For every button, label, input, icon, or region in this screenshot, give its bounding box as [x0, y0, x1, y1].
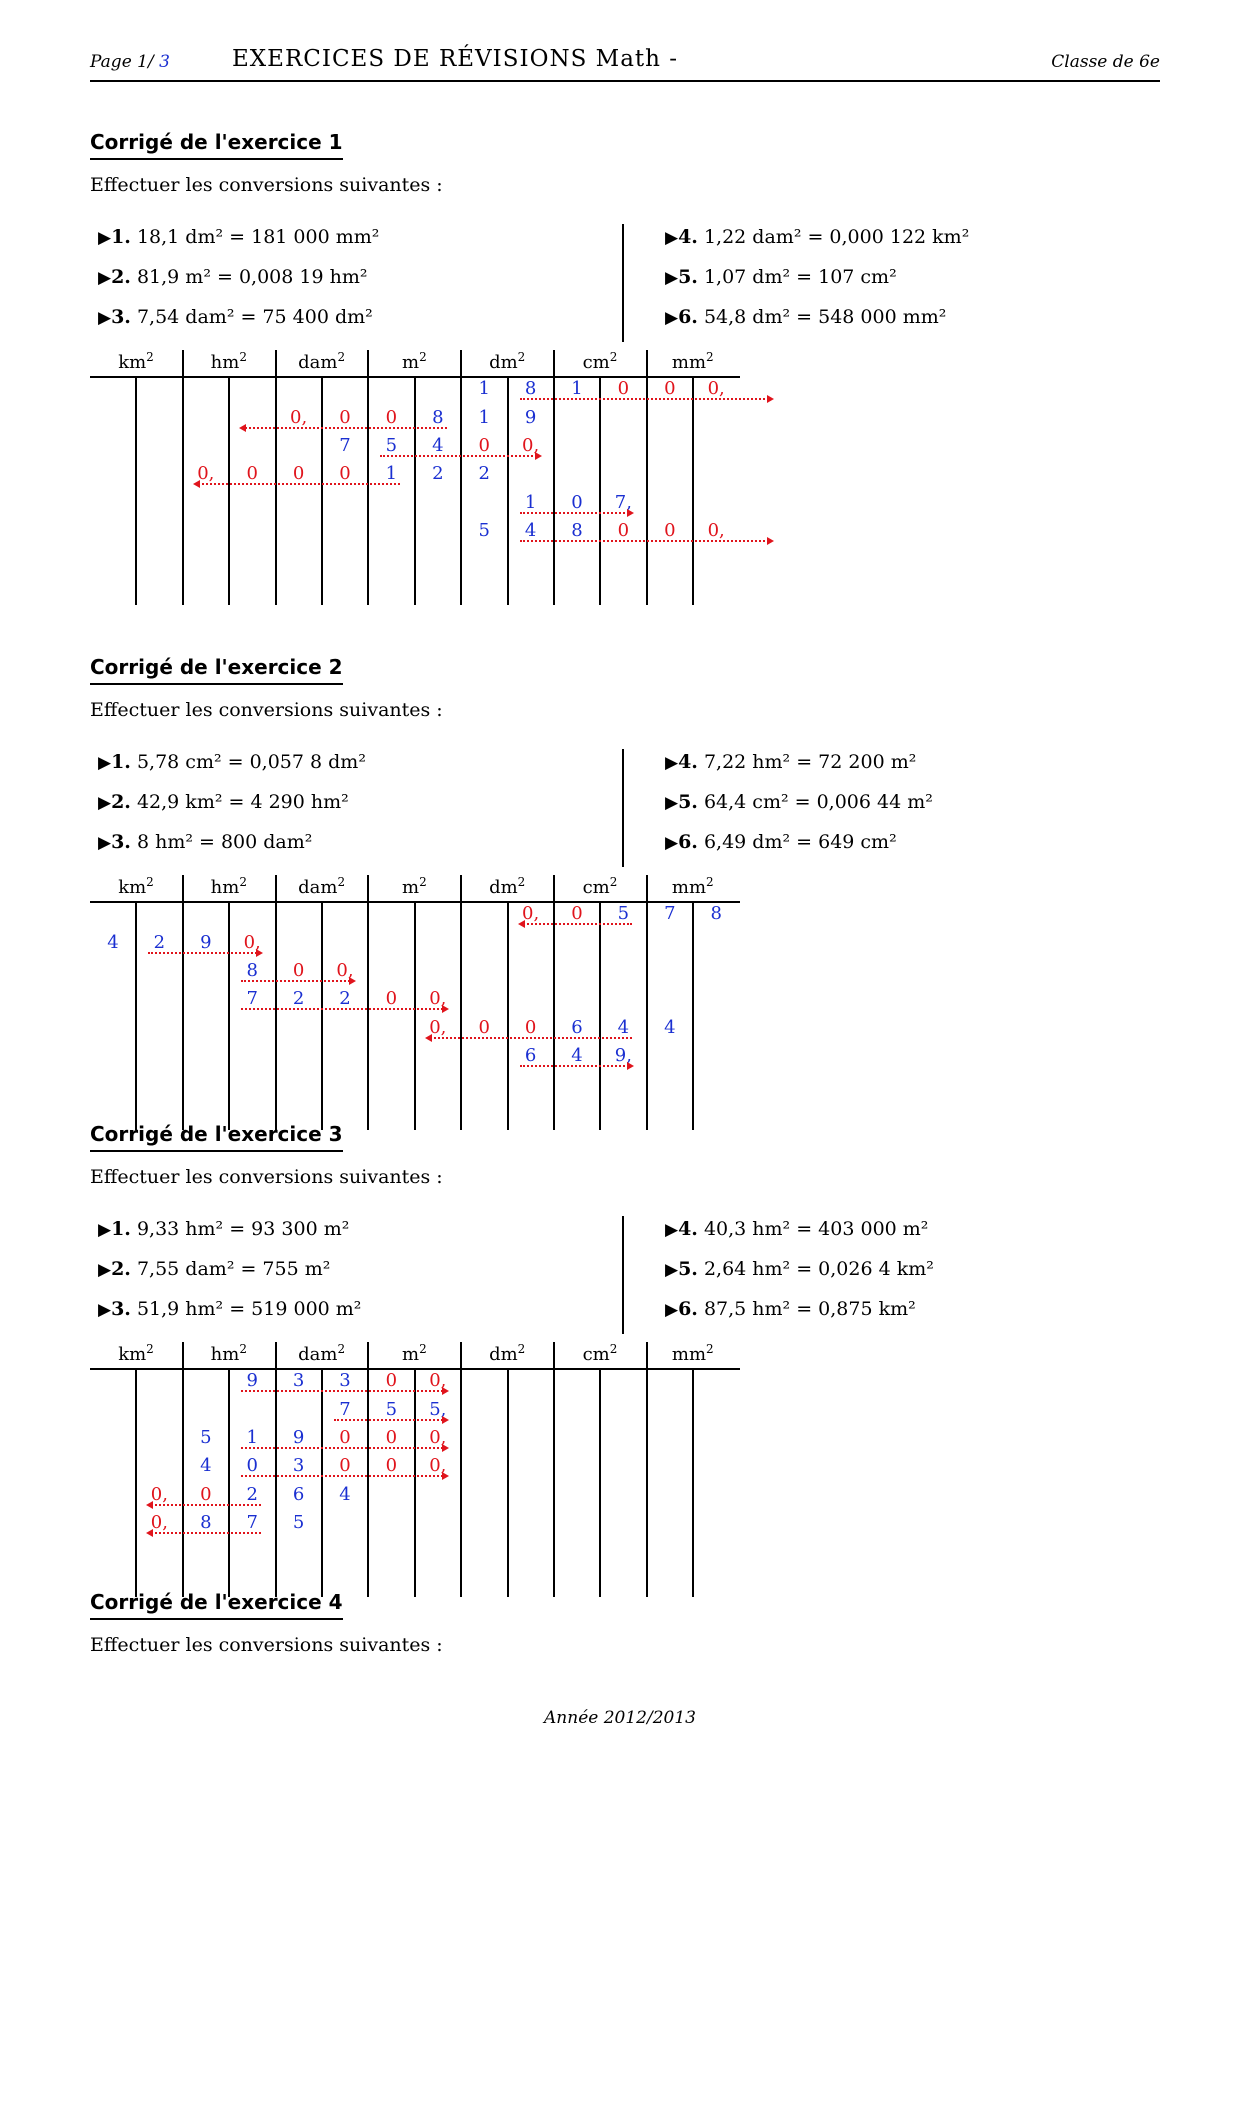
- exercise-number: 6.: [678, 831, 698, 853]
- table-digit: 0,: [707, 378, 725, 399]
- unit-header: $km^2$: [118, 875, 154, 898]
- table-digit: 4: [617, 1017, 630, 1038]
- table-digit: 8: [432, 407, 444, 428]
- exercise-number: 3.: [111, 831, 131, 853]
- exercise-section: [90, 1590, 1160, 2110]
- table-digit: 0,: [429, 988, 447, 1009]
- exercise-number: 1.: [111, 751, 131, 773]
- exercise-item: [98, 831, 312, 853]
- table-digit: 3: [292, 1370, 305, 1391]
- bullet-arrow-icon: ▶: [98, 268, 112, 288]
- bullet-arrow-icon: ▶: [665, 753, 679, 773]
- table-digit: 2: [246, 1484, 258, 1505]
- exercise-section: [90, 655, 1160, 1175]
- shift-arrow: [520, 540, 772, 542]
- exercise-section: [90, 1122, 1160, 1642]
- conversion-table: [90, 1342, 740, 1597]
- table-digit: 9,: [614, 1045, 632, 1066]
- exercise-item: [98, 226, 379, 248]
- shift-arrow: [520, 1065, 633, 1067]
- exercise-item: [665, 226, 969, 248]
- shift-arrow: [148, 1532, 261, 1534]
- exercise-answer: 42,9 km² = 4 290 hm²: [130, 791, 349, 813]
- unit-header: $mm^2$: [671, 875, 714, 898]
- exercise-number: 5.: [678, 1258, 698, 1280]
- bullet-arrow-icon: ▶: [665, 228, 679, 248]
- unit-header: $m^2$: [402, 350, 427, 373]
- unit-header: $km^2$: [118, 1342, 154, 1365]
- table-digit: 0,: [429, 1427, 447, 1448]
- unit-header: $mm^2$: [671, 1342, 714, 1365]
- table-digit: 7: [246, 988, 258, 1009]
- unit-header: dam$^2$: [298, 350, 346, 373]
- exercise-answer: 6,49 dm² = 649 cm²: [697, 831, 897, 853]
- exercise-number: 6.: [678, 1298, 698, 1320]
- table-digit: 2: [153, 932, 166, 953]
- exercise-answer: 2,64 hm² = 0,026 4 km²: [697, 1258, 934, 1280]
- bullet-arrow-icon: ▶: [98, 1220, 112, 1240]
- shift-arrow: [241, 1447, 447, 1449]
- exercise-answer: 7,54 dam² = 75 400 dm²: [130, 306, 373, 328]
- shift-arrow: [427, 1037, 633, 1039]
- exercise-answer: 54,8 dm² = 548 000 mm²: [697, 306, 947, 328]
- table-digit: 9: [292, 1427, 305, 1448]
- exercise-number: 5.: [678, 791, 698, 813]
- column-separator: [507, 1370, 509, 1597]
- bullet-arrow-icon: ▶: [98, 228, 112, 248]
- table-digit: 8: [200, 1512, 212, 1533]
- table-digit: 0: [478, 435, 490, 456]
- section-instruction: Effectuer les conversions suivantes :: [90, 174, 443, 196]
- table-digit: 0: [292, 463, 305, 484]
- table-digit: 0: [571, 492, 583, 513]
- section-title: Corrigé de l'exercice 1: [90, 130, 343, 160]
- table-digit: 0,: [707, 520, 725, 541]
- shift-arrow: [334, 1419, 447, 1421]
- exercise-answer: 9,33 hm² = 93 300 m²: [130, 1218, 350, 1240]
- table-digit: 0: [339, 1427, 351, 1448]
- class-label: Classe de 6e: [1051, 52, 1160, 72]
- table-digit: 0: [246, 1455, 258, 1476]
- exercise-number: 4.: [678, 1218, 698, 1240]
- column-separator: [692, 378, 694, 605]
- unit-header: dam$^2$: [298, 875, 346, 898]
- bullet-arrow-icon: ▶: [98, 793, 112, 813]
- table-digit: 4: [571, 1045, 583, 1066]
- exercise-answer: 1,22 dam² = 0,000 122 km²: [697, 226, 970, 248]
- table-digit: 1: [246, 1427, 258, 1448]
- exercise-answer: 1,07 dm² = 107 cm²: [697, 266, 897, 288]
- exercise-number: 2.: [111, 791, 131, 813]
- shift-arrow: [520, 923, 633, 925]
- column-separator: [646, 1342, 648, 1597]
- table-digit: 0,: [429, 1455, 447, 1476]
- table-digit: 8: [524, 378, 537, 399]
- unit-header: $cm^2$: [582, 350, 618, 373]
- shift-arrow: [148, 952, 261, 954]
- exercise-item: [665, 791, 933, 813]
- table-digit: 7: [246, 1512, 258, 1533]
- bullet-arrow-icon: ▶: [665, 1300, 679, 1320]
- exercise-number: 2.: [111, 266, 131, 288]
- exercise-section: [90, 130, 1160, 650]
- exercise-answer: 87,5 hm² = 0,875 km²: [697, 1298, 916, 1320]
- bullet-arrow-icon: ▶: [98, 753, 112, 773]
- bullet-arrow-icon: ▶: [665, 1220, 679, 1240]
- page-title: EXERCICES DE RÉVISIONS Math -: [232, 46, 679, 72]
- exercise-item: [665, 751, 916, 773]
- shift-arrow: [241, 980, 354, 982]
- column-separator: [599, 1370, 601, 1597]
- table-digit: 1: [478, 378, 490, 399]
- table-digit: 5: [385, 1399, 398, 1420]
- table-digit: 0: [292, 960, 305, 981]
- section-instruction: Effectuer les conversions suivantes :: [90, 1166, 443, 1188]
- table-digit: 9: [200, 932, 212, 953]
- table-digit: 8: [710, 903, 722, 924]
- table-digit: 6: [292, 1484, 305, 1505]
- unit-header: $cm^2$: [582, 1342, 618, 1365]
- table-digit: 0: [617, 520, 630, 541]
- table-digit: 0,: [522, 903, 540, 924]
- exercise-item: [665, 831, 897, 853]
- table-digit: 9: [246, 1370, 258, 1391]
- table-digit: 0,: [150, 1512, 168, 1533]
- table-digit: 0,: [150, 1484, 168, 1505]
- table-digit: 0,: [336, 960, 354, 981]
- bullet-arrow-icon: ▶: [665, 268, 679, 288]
- bullet-arrow-icon: ▶: [665, 1260, 679, 1280]
- table-digit: 0: [385, 988, 398, 1009]
- unit-header: $dm^2$: [489, 350, 526, 373]
- section-title: Corrigé de l'exercice 4: [90, 1590, 343, 1620]
- exercise-answer: 81,9 m² = 0,008 19 hm²: [130, 266, 368, 288]
- table-digit: 0: [339, 1455, 351, 1476]
- section-title: Corrigé de l'exercice 2: [90, 655, 343, 685]
- exercise-number: 2.: [111, 1258, 131, 1280]
- exercise-item: [665, 306, 946, 328]
- unit-header: $hm^2$: [210, 350, 247, 373]
- exercise-answer: 64,4 cm² = 0,006 44 m²: [697, 791, 933, 813]
- exercise-answer: 5,78 cm² = 0,057 8 dm²: [130, 751, 366, 773]
- column-separator: [228, 378, 230, 605]
- bullet-arrow-icon: ▶: [98, 308, 112, 328]
- table-digit: 0: [478, 1017, 490, 1038]
- page-number: Page 1/ 3: [90, 52, 170, 72]
- exercise-item: [665, 1258, 934, 1280]
- shift-arrow: [520, 512, 633, 514]
- exercise-number: 3.: [111, 306, 131, 328]
- table-digit: 2: [339, 988, 351, 1009]
- table-digit: 2: [478, 463, 490, 484]
- table-digit: 0: [571, 903, 583, 924]
- table-digit: 4: [339, 1484, 351, 1505]
- shift-arrow: [195, 483, 401, 485]
- table-digit: 0: [200, 1484, 212, 1505]
- table-digit: 0: [385, 1455, 398, 1476]
- unit-header: $m^2$: [402, 1342, 427, 1365]
- exercise-item: [98, 1298, 361, 1320]
- table-digit: 5: [292, 1512, 305, 1533]
- table-digit: 0: [617, 378, 630, 399]
- table-digit: 5: [200, 1427, 212, 1448]
- table-digit: 0,: [290, 407, 308, 428]
- exercise-number: 4.: [678, 226, 698, 248]
- section-instruction: Effectuer les conversions suivantes :: [90, 699, 443, 721]
- table-digit: 0,: [522, 435, 540, 456]
- unit-header: $dm^2$: [489, 1342, 526, 1365]
- table-digit: 6: [524, 1045, 537, 1066]
- table-digit: 0: [664, 520, 676, 541]
- exercise-item: [98, 791, 349, 813]
- shift-arrow: [380, 455, 539, 457]
- exercise-number: 1.: [111, 226, 131, 248]
- table-digit: 7,: [614, 492, 632, 513]
- exercise-answer: 7,22 hm² = 72 200 m²: [697, 751, 917, 773]
- table-digit: 4: [664, 1017, 676, 1038]
- shift-arrow: [520, 398, 772, 400]
- table-digit: 0: [385, 1370, 398, 1391]
- column-separator: [553, 1342, 555, 1597]
- exercise-item: [98, 1258, 330, 1280]
- table-digit: 6: [571, 1017, 583, 1038]
- table-digit: 0: [385, 1427, 398, 1448]
- exercise-answer: 8 hm² = 800 dam²: [130, 831, 313, 853]
- table-digit: 0: [246, 463, 258, 484]
- conversion-table: [90, 875, 740, 1130]
- table-digit: 1: [385, 463, 398, 484]
- bullet-arrow-icon: ▶: [665, 793, 679, 813]
- shift-arrow: [148, 1504, 261, 1506]
- table-digit: 5: [478, 520, 490, 541]
- table-digit: 0: [339, 463, 351, 484]
- table-digit: 4: [524, 520, 537, 541]
- table-digit: 0: [664, 378, 676, 399]
- exercise-number: 5.: [678, 266, 698, 288]
- page-footer: Année 2012/2013: [544, 1708, 696, 1728]
- unit-header: $dm^2$: [489, 875, 526, 898]
- exercise-item: [98, 751, 366, 773]
- table-digit: 1: [571, 378, 583, 399]
- exercise-item: [98, 266, 367, 288]
- table-digit: 8: [246, 960, 258, 981]
- table-digit: 5,: [429, 1399, 447, 1420]
- bullet-arrow-icon: ▶: [98, 833, 112, 853]
- table-digit: 7: [664, 903, 676, 924]
- bullet-arrow-icon: ▶: [98, 1300, 112, 1320]
- unit-header: $hm^2$: [210, 1342, 247, 1365]
- unit-header: $hm^2$: [210, 875, 247, 898]
- table-digit: 0,: [429, 1017, 447, 1038]
- table-digit: 2: [292, 988, 305, 1009]
- column-separator: [135, 378, 137, 605]
- exercise-item: [98, 306, 373, 328]
- unit-header: dam$^2$: [298, 1342, 346, 1365]
- exercise-number: 4.: [678, 751, 698, 773]
- unit-header: $cm^2$: [582, 875, 618, 898]
- column-divider: [622, 749, 624, 867]
- table-digit: 0: [385, 407, 398, 428]
- table-digit: 3: [292, 1455, 305, 1476]
- unit-header: $m^2$: [402, 875, 427, 898]
- table-digit: 0,: [429, 1370, 447, 1391]
- unit-header: $km^2$: [118, 350, 154, 373]
- table-digit: 0,: [243, 932, 261, 953]
- table-digit: 3: [339, 1370, 351, 1391]
- exercise-item: [665, 1218, 928, 1240]
- page-header: [90, 40, 1160, 82]
- bullet-arrow-icon: ▶: [665, 308, 679, 328]
- shift-arrow: [241, 1008, 447, 1010]
- table-digit: 0: [339, 407, 351, 428]
- exercise-number: 1.: [111, 1218, 131, 1240]
- exercise-answer: 7,55 dam² = 755 m²: [130, 1258, 331, 1280]
- table-digit: 1: [524, 492, 537, 513]
- conversion-table: [90, 350, 740, 605]
- table-digit: 5: [617, 903, 630, 924]
- exercise-number: 6.: [678, 306, 698, 328]
- exercise-answer: 18,1 dm² = 181 000 mm²: [130, 226, 380, 248]
- shift-arrow: [241, 427, 447, 429]
- column-divider: [622, 1216, 624, 1334]
- exercise-item: [665, 266, 897, 288]
- table-digit: 1: [478, 407, 490, 428]
- shift-arrow: [241, 1390, 447, 1392]
- column-separator: [692, 1370, 694, 1597]
- bullet-arrow-icon: ▶: [98, 1260, 112, 1280]
- table-digit: 2: [432, 463, 444, 484]
- table-digit: 9: [524, 407, 537, 428]
- column-separator: [182, 875, 184, 1130]
- shift-arrow: [241, 1475, 447, 1477]
- table-digit: 5: [385, 435, 398, 456]
- column-separator: [321, 903, 323, 1130]
- exercise-item: [98, 1218, 349, 1240]
- unit-header: $mm^2$: [671, 350, 714, 373]
- table-digit: 7: [339, 435, 351, 456]
- table-digit: 4: [432, 435, 444, 456]
- bullet-arrow-icon: ▶: [665, 833, 679, 853]
- exercise-answer: 51,9 hm² = 519 000 m²: [130, 1298, 362, 1320]
- table-digit: 0: [524, 1017, 537, 1038]
- column-divider: [622, 224, 624, 342]
- exercise-number: 3.: [111, 1298, 131, 1320]
- section-title: Corrigé de l'exercice 3: [90, 1122, 343, 1152]
- exercise-item: [665, 1298, 916, 1320]
- table-digit: 4: [200, 1455, 212, 1476]
- table-digit: 4: [107, 932, 119, 953]
- section-instruction: Effectuer les conversions suivantes :: [90, 1634, 443, 1656]
- table-digit: 0,: [197, 463, 215, 484]
- table-digit: 8: [571, 520, 583, 541]
- exercise-answer: 40,3 hm² = 403 000 m²: [697, 1218, 929, 1240]
- table-digit: 7: [339, 1399, 351, 1420]
